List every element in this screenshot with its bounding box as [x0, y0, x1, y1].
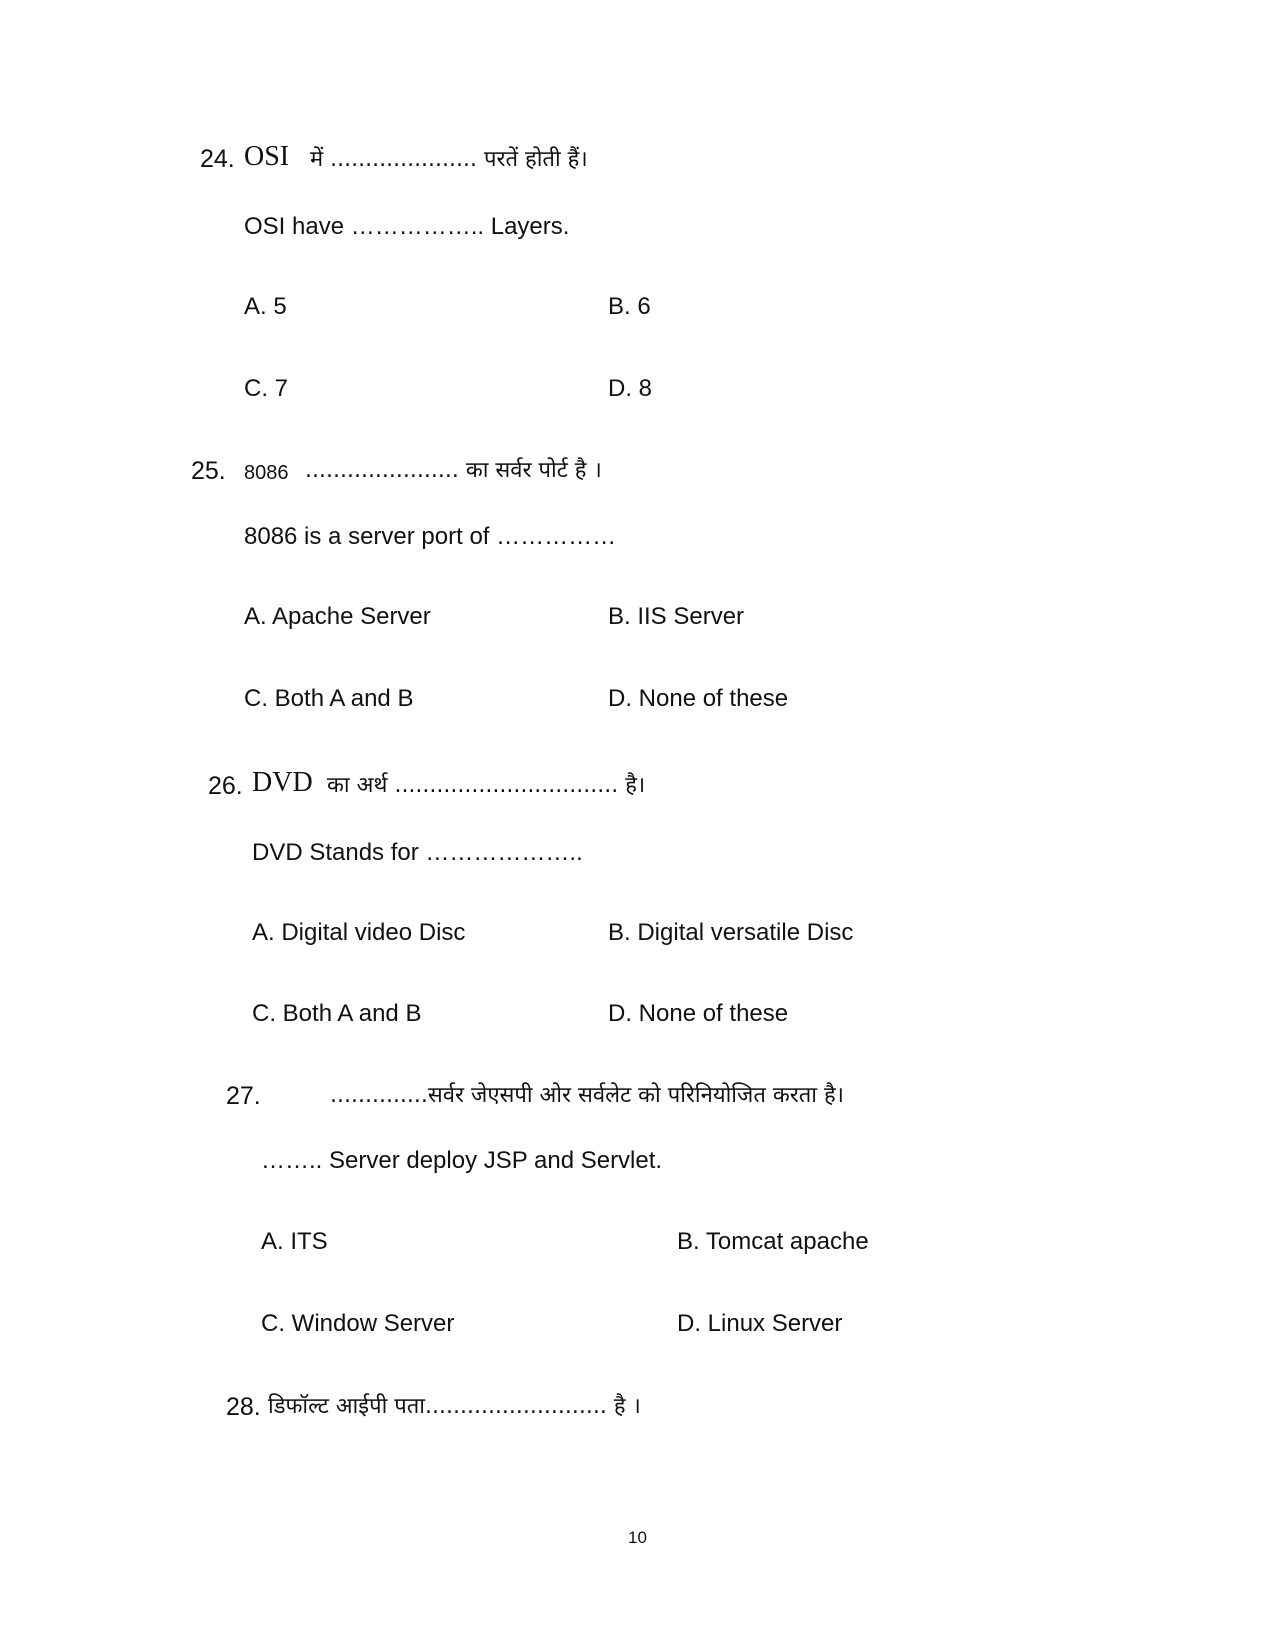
question-hindi-text: ...................... का सर्वर पोर्ट है । — [305, 458, 602, 483]
question-english-text: …….. Server deploy JSP and Servlet. — [261, 1147, 663, 1174]
option-a: A. Digital video Disc — [252, 919, 466, 946]
question-english-text: 8086 is a server port of …………… — [244, 523, 617, 550]
question-english-text: DVD Stands for ……………….. — [252, 839, 583, 866]
option-c: C. Both A and B — [252, 1000, 422, 1027]
question-number: 28. — [226, 1393, 261, 1421]
option-d: D. None of these — [608, 685, 789, 712]
option-b: B. 6 — [608, 293, 651, 320]
option-a: A. 5 — [244, 293, 287, 320]
question-hindi-text: ..............सर्वर जेएसपी ओर सर्वलेट को परिनियोजित करता है। — [330, 1083, 844, 1108]
option-c: C. 7 — [244, 375, 289, 402]
option-b: B. Digital versatile Disc — [608, 919, 854, 946]
question-hindi-text: का अर्थ ................................ है। — [327, 773, 646, 798]
option-a: A. ITS — [261, 1228, 328, 1255]
option-d: D. 8 — [608, 375, 653, 402]
question-hindi-prefix: DVD — [252, 767, 313, 798]
page-number: 10 — [628, 1528, 647, 1547]
option-b: B. IIS Server — [608, 603, 745, 630]
question-number: 27. — [226, 1082, 261, 1110]
question-hindi-prefix: 8086 — [244, 462, 289, 484]
option-b: B. Tomcat apache — [677, 1228, 869, 1255]
question-number: 26. — [208, 772, 243, 800]
option-c: C. Window Server — [261, 1310, 455, 1337]
question-hindi-text: में ..................... परतें होती हैं। — [310, 147, 588, 172]
option-c: C. Both A and B — [244, 685, 414, 712]
option-d: D. None of these — [608, 1000, 789, 1027]
question-number: 24. — [200, 145, 235, 173]
question-hindi-prefix: OSI — [244, 141, 290, 172]
question-english-text: OSI have …………….. Layers. — [244, 213, 570, 240]
question-hindi-text: डिफॉल्ट आईपी पता.......................... है । — [268, 1394, 641, 1419]
option-a: A. Apache Server — [244, 603, 431, 630]
question-number: 25. — [191, 457, 226, 485]
option-d: D. Linux Server — [677, 1310, 843, 1337]
